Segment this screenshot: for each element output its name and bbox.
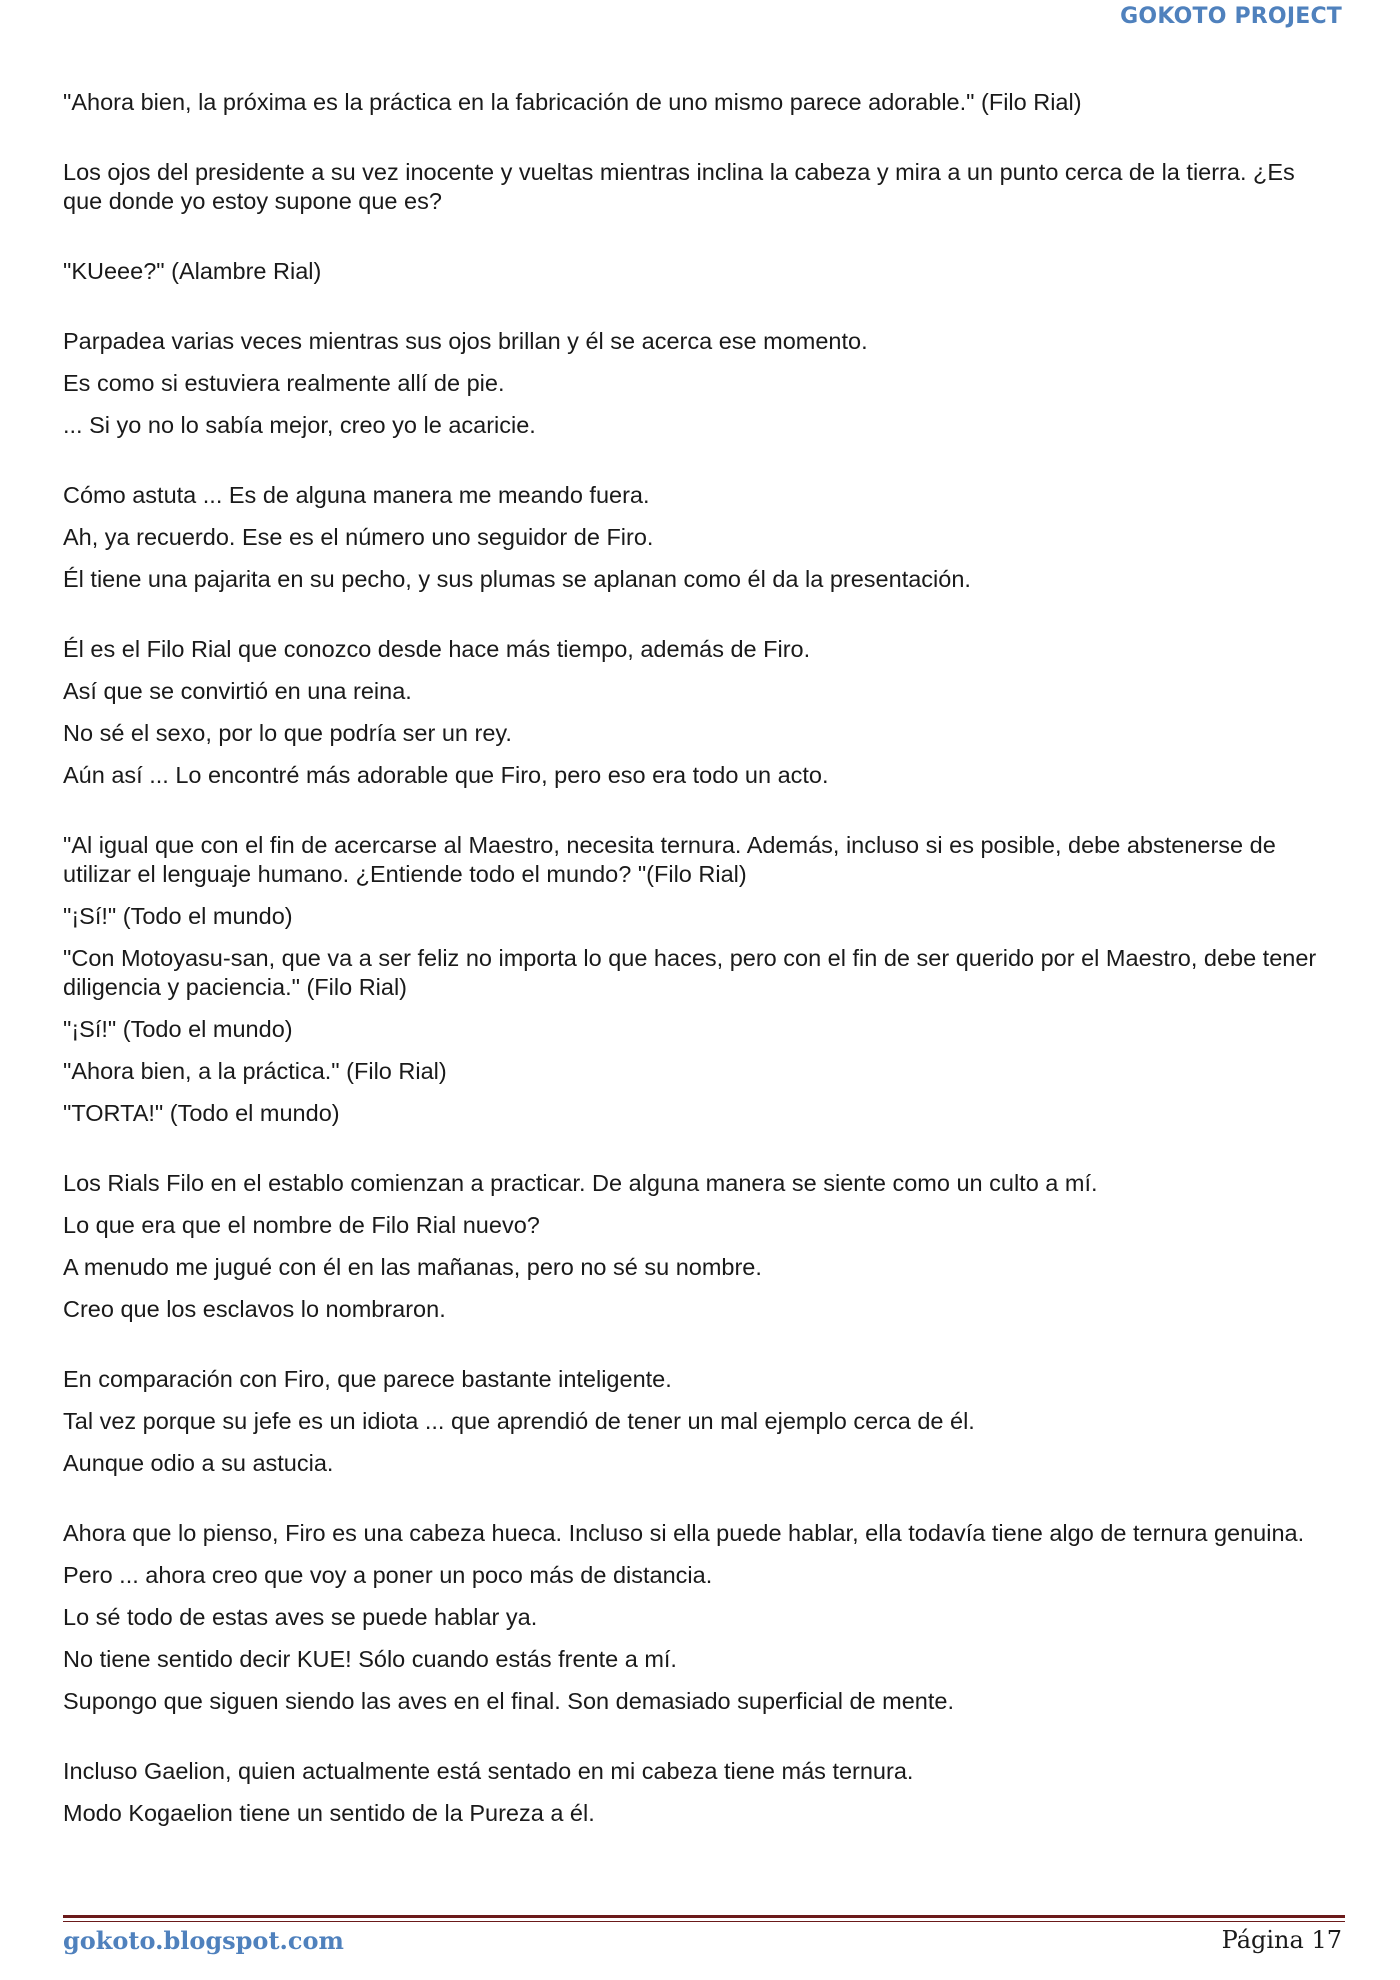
text-line: Es como si estuviera realmente allí de pie. (63, 370, 505, 396)
text-line: Así que se convirtió en una reina. (63, 678, 412, 704)
text-line: Lo que era que el nombre de Filo Rial nuevo? (63, 1212, 540, 1238)
text-line: Los Rials Filo en el establo comienzan a practicar. De alguna manera se siente como un culto a mí. (63, 1170, 1098, 1196)
text-line: "¡Sí!" (Todo el mundo) (63, 903, 293, 929)
text-line: Cómo astuta ... Es de alguna manera me meando fuera. (63, 482, 650, 508)
text-line: "KUeee?" (Alambre Rial) (63, 258, 322, 284)
text-line: Pero ... ahora creo que voy a poner un poco más de distancia. (63, 1562, 713, 1588)
text-line: Ah, ya recuerdo. Ese es el número uno seguidor de Firo. (63, 524, 654, 550)
paragraph (63, 635, 1333, 790)
paragraph (63, 158, 1333, 216)
text-line: Él tiene una pajarita en su pecho, y sus plumas se aplanan como él da la presentación. (63, 566, 971, 592)
paragraph (63, 327, 1333, 440)
document-body (63, 88, 1333, 1869)
text-line: En comparación con Firo, que parece bastante inteligente. (63, 1366, 672, 1392)
text-line: "Con Motoyasu-san, que va a ser feliz no importa lo que haces, pero con el fin de ser querido por el Maestro, debe tener diligencia y paciencia." (Filo Rial) (63, 945, 1317, 1000)
paragraph (63, 257, 1333, 286)
paragraph (63, 88, 1333, 117)
text-line: Los ojos del presidente a su vez inocente y vueltas mientras inclina la cabeza y mira a un punto cerca de la tierra. ¿Es que donde yo estoy supone que es? (63, 159, 1295, 214)
text-line: Ahora que lo pienso, Firo es una cabeza hueca. Incluso si ella puede hablar, ella todavía tiene algo de ternura genuina. (63, 1520, 1305, 1546)
text-line: Creo que los esclavos lo nombraron. (63, 1296, 446, 1322)
paragraph (63, 1519, 1333, 1716)
footer-divider (63, 1915, 1345, 1918)
text-line: Tal vez porque su jefe es un idiota ... que aprendió de tener un mal ejemplo cerca de él. (63, 1408, 975, 1434)
text-line: Parpadea varias veces mientras sus ojos brillan y él se acerca ese momento. (63, 328, 868, 354)
text-line: No tiene sentido decir KUE! Sólo cuando estás frente a mí. (63, 1646, 677, 1672)
text-line: Modo Kogaelion tiene un sentido de la Pureza a él. (63, 1800, 595, 1826)
text-line: Él es el Filo Rial que conozco desde hace más tiempo, además de Firo. (63, 636, 811, 662)
text-line: A menudo me jugué con él en las mañanas, pero no sé su nombre. (63, 1254, 762, 1280)
text-line: No sé el sexo, por lo que podría ser un rey. (63, 720, 512, 746)
paragraph (63, 831, 1333, 1128)
text-line: Aún así ... Lo encontré más adorable que Firo, pero eso era todo un acto. (63, 762, 829, 788)
text-line: Lo sé todo de estas aves se puede hablar ya. (63, 1604, 538, 1630)
text-line: "TORTA!" (Todo el mundo) (63, 1100, 340, 1126)
text-line: "¡Sí!" (Todo el mundo) (63, 1016, 293, 1042)
paragraph (63, 1169, 1333, 1324)
footer-page-number: Página 17 (1221, 1926, 1342, 1954)
page-header-title: GOKOTO PROJECT (1120, 4, 1342, 29)
text-line: Supongo que siguen siendo las aves en el final. Son demasiado superficial de mente. (63, 1688, 954, 1714)
paragraph (63, 1365, 1333, 1478)
text-line: Aunque odio a su astucia. (63, 1450, 334, 1476)
text-line: ... Si yo no lo sabía mejor, creo yo le acaricie. (63, 412, 536, 438)
text-line: "Al igual que con el fin de acercarse al Maestro, necesita ternura. Además, incluso si es posible, debe abstenerse de utilizar el lenguaje humano. ¿Entiende todo el mundo? "(Filo Rial) (63, 832, 1276, 887)
text-line: "Ahora bien, a la práctica." (Filo Rial) (63, 1058, 447, 1084)
paragraph (63, 481, 1333, 594)
footer-divider-thin (63, 1921, 1345, 1922)
text-line: "Ahora bien, la próxima es la práctica en la fabricación de uno mismo parece adorable." (Filo Rial) (63, 89, 1082, 115)
text-line: Incluso Gaelion, quien actualmente está sentado en mi cabeza tiene más ternura. (63, 1758, 914, 1784)
footer-site-link[interactable]: gokoto.blogspot.com (63, 1926, 344, 1955)
paragraph (63, 1757, 1333, 1828)
